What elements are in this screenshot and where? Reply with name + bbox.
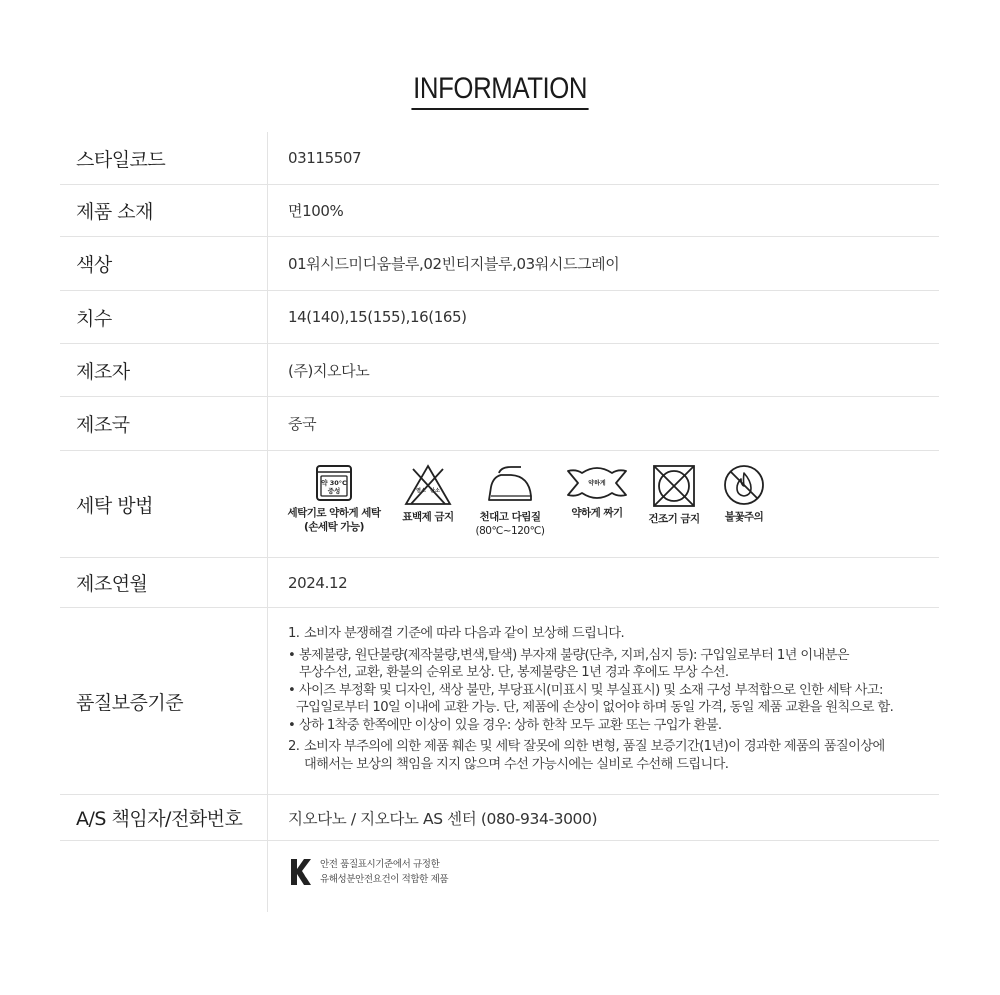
table-row	[60, 558, 939, 608]
icon-label: 약 30°C	[321, 479, 347, 487]
wash-caption: 표백제 금지	[402, 511, 454, 523]
row-value-maker: (주)지오다노	[288, 361, 370, 380]
quality-line: 무상수선, 교환, 환불의 순위로 보상. 단, 봉제불량은 1년 경과 후에도 무상 수선.	[299, 665, 729, 680]
wash-caption: 천대고 다림질	[479, 511, 541, 523]
no-tumble-dry-icon	[651, 463, 697, 509]
icon-label: 중성	[327, 487, 341, 495]
quality-line: 대해서는 보상의 책임을 지지 않으며 수선 가능시에는 실비로 수선해 드립니다.	[304, 756, 729, 772]
wash-item-machine	[282, 463, 386, 534]
row-value-date: 2024.12	[288, 573, 348, 592]
page-title: INFORMATION	[0, 72, 1000, 110]
quality-line: 1. 소비자 분쟁해결 기준에 따라 다음과 같이 보상해 드립니다.	[288, 626, 625, 641]
table-row	[60, 841, 939, 911]
row-value-country: 중국	[288, 415, 317, 433]
kc-mark-icon	[288, 857, 314, 887]
row-label-as: A/S 책임자/전화번호	[76, 808, 243, 830]
washing-instructions	[282, 463, 802, 553]
wash-item-no-dryer	[642, 463, 706, 526]
kc-caption: 안전 품질표시기준에서 규정한 유해성분안전요건이 적합한 제품	[320, 859, 449, 885]
table-row	[60, 795, 939, 841]
wash-caption: (손세탁 가능)	[304, 521, 364, 533]
icon-label: 약하게	[588, 480, 606, 487]
table-row	[60, 237, 939, 291]
wash-item-wring	[560, 463, 634, 520]
wring-gently-icon	[566, 463, 628, 503]
wash-item-iron	[470, 463, 550, 538]
row-value-size: 14(140),15(155),16(165)	[288, 308, 467, 326]
icon-label: 산소	[430, 488, 440, 494]
wash-caption: 약하게 짜기	[571, 507, 623, 519]
row-value-color: 01워시드미디움블루,02빈티지블루,03워시드그레이	[288, 255, 620, 273]
table-row	[60, 132, 939, 185]
table-row	[60, 185, 939, 237]
row-label-style-code: 스타일코드	[76, 148, 166, 171]
table-row	[60, 397, 939, 451]
table-row	[60, 344, 939, 397]
row-label-material: 제품 소재	[76, 201, 153, 223]
no-bleach-icon	[403, 463, 453, 507]
wash-item-fire	[714, 463, 774, 524]
table-row	[60, 291, 939, 344]
quality-line: • 상하 1착중 한쪽에만 이상이 있을 경우: 상하 한착 모두 교환 또는 구입가 환불.	[288, 717, 722, 733]
quality-line: 2. 소비자 부주의에 의한 제품 훼손 및 세탁 잘못에 의한 변형, 품질 보증기간(1년)이 경과한 제품의 품질이상에	[288, 739, 885, 754]
fire-caution-icon	[721, 463, 767, 507]
wash-caption: (80℃~120℃)	[475, 525, 545, 537]
row-value-material: 면100%	[288, 202, 344, 220]
row-label-maker: 제조자	[76, 360, 130, 383]
table-row	[60, 451, 939, 558]
washing-machine-icon	[314, 463, 354, 503]
iron-icon	[485, 463, 535, 507]
row-value-style-code: 03115507	[288, 149, 362, 167]
quality-line: • 봉제불량, 원단불량(제작불량,변색,탈색) 부자재 불량(단추, 지퍼,심지 등): 구입일로부터 1년 이내분은	[288, 647, 849, 663]
quality-standard-text	[288, 625, 939, 773]
icon-label: 염소	[416, 488, 426, 494]
quality-line: 구입일로부터 10일 이내에 교환 가능. 단, 제품에 손상이 없어야 하며 동일 가격, 동일 제품 교환을 원칙으로 함.	[296, 700, 894, 715]
row-label-quality: 품질보증기준	[76, 691, 184, 714]
quality-line: • 사이즈 부정확 및 디자인, 색상 불만, 부당표시(미표시 및 부실표시) 및 소재 구성 부적합으로 인한 세탁 사고:	[288, 682, 883, 698]
wash-caption: 건조기 금지	[648, 513, 700, 525]
row-label-country: 제조국	[76, 414, 130, 436]
row-label-color: 색상	[76, 254, 112, 276]
kc-certification	[288, 857, 448, 887]
row-label-size: 치수	[76, 307, 112, 330]
row-label-washing: 세탁 방법	[76, 494, 153, 517]
wash-caption: 세탁기로 약하게 세탁	[287, 507, 381, 519]
wash-caption: 불꽃주의	[724, 511, 764, 523]
wash-item-no-bleach	[396, 463, 460, 524]
row-label-date: 제조연월	[76, 573, 148, 595]
row-value-as: 지오다노 / 지오다노 AS 센터 (080-934-3000)	[288, 809, 598, 828]
table-row	[60, 608, 939, 795]
